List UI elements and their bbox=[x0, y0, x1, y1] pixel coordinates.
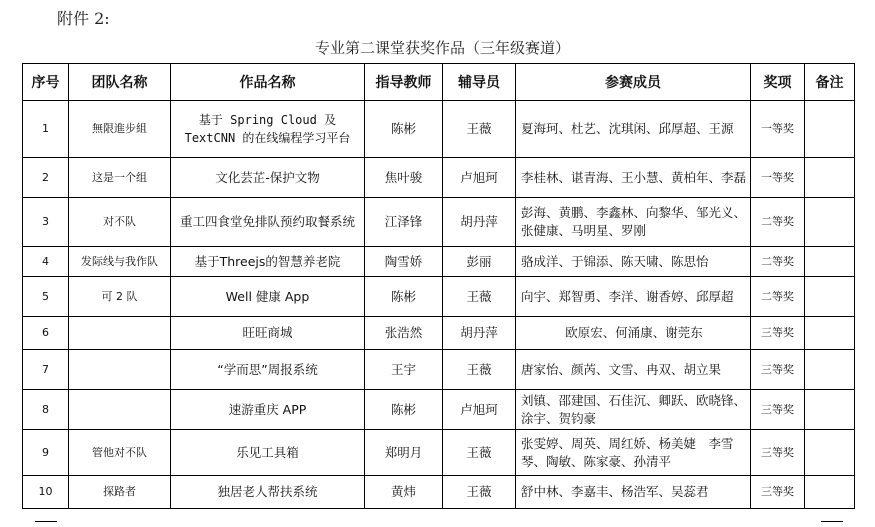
cell-teacher: 王宇 bbox=[365, 350, 443, 390]
cell-team bbox=[69, 317, 171, 350]
cell-team bbox=[69, 390, 171, 430]
table-row bbox=[23, 317, 855, 350]
header-members: 参赛成员 bbox=[516, 64, 751, 101]
cell-members: 刘镇、邵建国、石佳沉、卿跃、欧晓锋、涂宇、贺钧豪 bbox=[516, 390, 751, 430]
cell-members: 张雯婷、周英、周红娇、杨美婕 李雪琴、陶敏、陈家豪、孙清平 bbox=[516, 430, 751, 476]
cell-no: 4 bbox=[23, 247, 69, 277]
cell-teacher: 陶雪娇 bbox=[365, 247, 443, 277]
table-row bbox=[23, 101, 855, 158]
cell-teacher: 张浩然 bbox=[365, 317, 443, 350]
cell-counselor: 王薇 bbox=[443, 277, 516, 317]
cell-members: 舒中林、李嘉丰、杨浩军、吴蕊君 bbox=[516, 476, 751, 509]
cell-work: “学而思”周报系统 bbox=[171, 350, 365, 390]
cell-work: 基于Threejs的智慧养老院 bbox=[171, 247, 365, 277]
award-table bbox=[22, 63, 855, 509]
header-note: 备注 bbox=[805, 64, 855, 101]
cell-award: 一等奖 bbox=[751, 101, 805, 158]
cell-teacher: 陈彬 bbox=[365, 101, 443, 158]
cell-counselor: 胡丹萍 bbox=[443, 317, 516, 350]
cell-teacher: 江泽锋 bbox=[365, 198, 443, 247]
cell-no: 8 bbox=[23, 390, 69, 430]
table-row bbox=[23, 350, 855, 390]
cell-counselor: 王薇 bbox=[443, 350, 516, 390]
cell-members: 唐家怡、颜芮、文雪、冉双、胡立果 bbox=[516, 350, 751, 390]
cell-work: 速游重庆 APP bbox=[171, 390, 365, 430]
cell-counselor: 王薇 bbox=[443, 476, 516, 509]
cell-note bbox=[805, 350, 855, 390]
cell-award: 二等奖 bbox=[751, 247, 805, 277]
header-award: 奖项 bbox=[751, 64, 805, 101]
cell-note bbox=[805, 476, 855, 509]
header-counselor: 辅导员 bbox=[443, 64, 516, 101]
cell-team: 发际线与我作队 bbox=[69, 247, 171, 277]
cell-no: 1 bbox=[23, 101, 69, 158]
table-row bbox=[23, 198, 855, 247]
cell-note bbox=[805, 317, 855, 350]
cell-no: 9 bbox=[23, 430, 69, 476]
cell-award: 三等奖 bbox=[751, 350, 805, 390]
attachment-label: 附件 2: bbox=[57, 9, 110, 28]
cell-work: 重工四食堂免排队预约取餐系统 bbox=[171, 198, 365, 247]
cell-award: 三等奖 bbox=[751, 476, 805, 509]
cell-work: 旺旺商城 bbox=[171, 317, 365, 350]
header-work: 作品名称 bbox=[171, 64, 365, 101]
table-row bbox=[23, 390, 855, 430]
cell-work: Well 健康 App bbox=[171, 277, 365, 317]
cell-team: 对不队 bbox=[69, 198, 171, 247]
cell-note bbox=[805, 247, 855, 277]
cell-members: 彭海、黄鹏、李鑫林、向黎华、邹光义、张健康、马明星、罗刚 bbox=[516, 198, 751, 247]
cell-teacher: 陈彬 bbox=[365, 277, 443, 317]
cell-note bbox=[805, 101, 855, 158]
cell-no: 5 bbox=[23, 277, 69, 317]
cell-members: 欧原宏、何涌康、谢莞东 bbox=[516, 317, 751, 350]
table-row bbox=[23, 247, 855, 277]
cell-award: 一等奖 bbox=[751, 158, 805, 198]
cell-team: 这是一个组 bbox=[69, 158, 171, 198]
header-no: 序号 bbox=[23, 64, 69, 101]
cell-counselor: 卢旭珂 bbox=[443, 158, 516, 198]
table-header-row bbox=[23, 64, 855, 101]
cell-counselor: 胡丹萍 bbox=[443, 198, 516, 247]
table-row bbox=[23, 158, 855, 198]
cell-counselor: 卢旭珂 bbox=[443, 390, 516, 430]
cell-team: 無限進步組 bbox=[69, 101, 171, 158]
table-row bbox=[23, 277, 855, 317]
cell-award: 二等奖 bbox=[751, 277, 805, 317]
cell-award: 三等奖 bbox=[751, 317, 805, 350]
cell-award: 二等奖 bbox=[751, 198, 805, 247]
cell-members: 夏海珂、杜艺、沈琪闲、邱厚超、王源 bbox=[516, 101, 751, 158]
table-row bbox=[23, 476, 855, 509]
cell-award: 三等奖 bbox=[751, 390, 805, 430]
cell-team: 可 2 队 bbox=[69, 277, 171, 317]
cell-note bbox=[805, 198, 855, 247]
cell-no: 7 bbox=[23, 350, 69, 390]
cell-counselor: 王薇 bbox=[443, 101, 516, 158]
header-teacher: 指导教师 bbox=[365, 64, 443, 101]
cell-award: 三等奖 bbox=[751, 430, 805, 476]
cell-team: 管他对不队 bbox=[69, 430, 171, 476]
cell-note bbox=[805, 430, 855, 476]
cell-no: 6 bbox=[23, 317, 69, 350]
page-title: 专业第二课堂获奖作品（三年级赛道） bbox=[314, 39, 570, 57]
cell-work: 文化芸芷-保护文物 bbox=[171, 158, 365, 198]
cell-team: 探路者 bbox=[69, 476, 171, 509]
cell-work: 独居老人帮扶系统 bbox=[171, 476, 365, 509]
cell-teacher: 陈彬 bbox=[365, 390, 443, 430]
cell-counselor: 彭丽 bbox=[443, 247, 516, 277]
cell-no: 2 bbox=[23, 158, 69, 198]
cell-teacher: 郑明月 bbox=[365, 430, 443, 476]
page-edge-marks bbox=[35, 521, 845, 527]
table-row bbox=[23, 430, 855, 476]
cell-note bbox=[805, 390, 855, 430]
cell-work: 乐见工具箱 bbox=[171, 430, 365, 476]
cell-counselor: 王薇 bbox=[443, 430, 516, 476]
cell-members: 骆成洋、于锦添、陈天啸、陈思怡 bbox=[516, 247, 751, 277]
header-team: 团队名称 bbox=[69, 64, 171, 101]
cell-no: 3 bbox=[23, 198, 69, 247]
cell-members: 李桂林、谌青海、王小慧、黄柏年、李磊 bbox=[516, 158, 751, 198]
cell-teacher: 黄炜 bbox=[365, 476, 443, 509]
cell-work: 基于 Spring Cloud 及 TextCNN 的在线编程学习平台 bbox=[171, 101, 365, 158]
cell-team bbox=[69, 350, 171, 390]
cell-teacher: 焦叶骏 bbox=[365, 158, 443, 198]
cell-note bbox=[805, 277, 855, 317]
cell-no: 10 bbox=[23, 476, 69, 509]
cell-members: 向宇、郑智勇、李洋、谢香婷、邱厚超 bbox=[516, 277, 751, 317]
cell-note bbox=[805, 158, 855, 198]
